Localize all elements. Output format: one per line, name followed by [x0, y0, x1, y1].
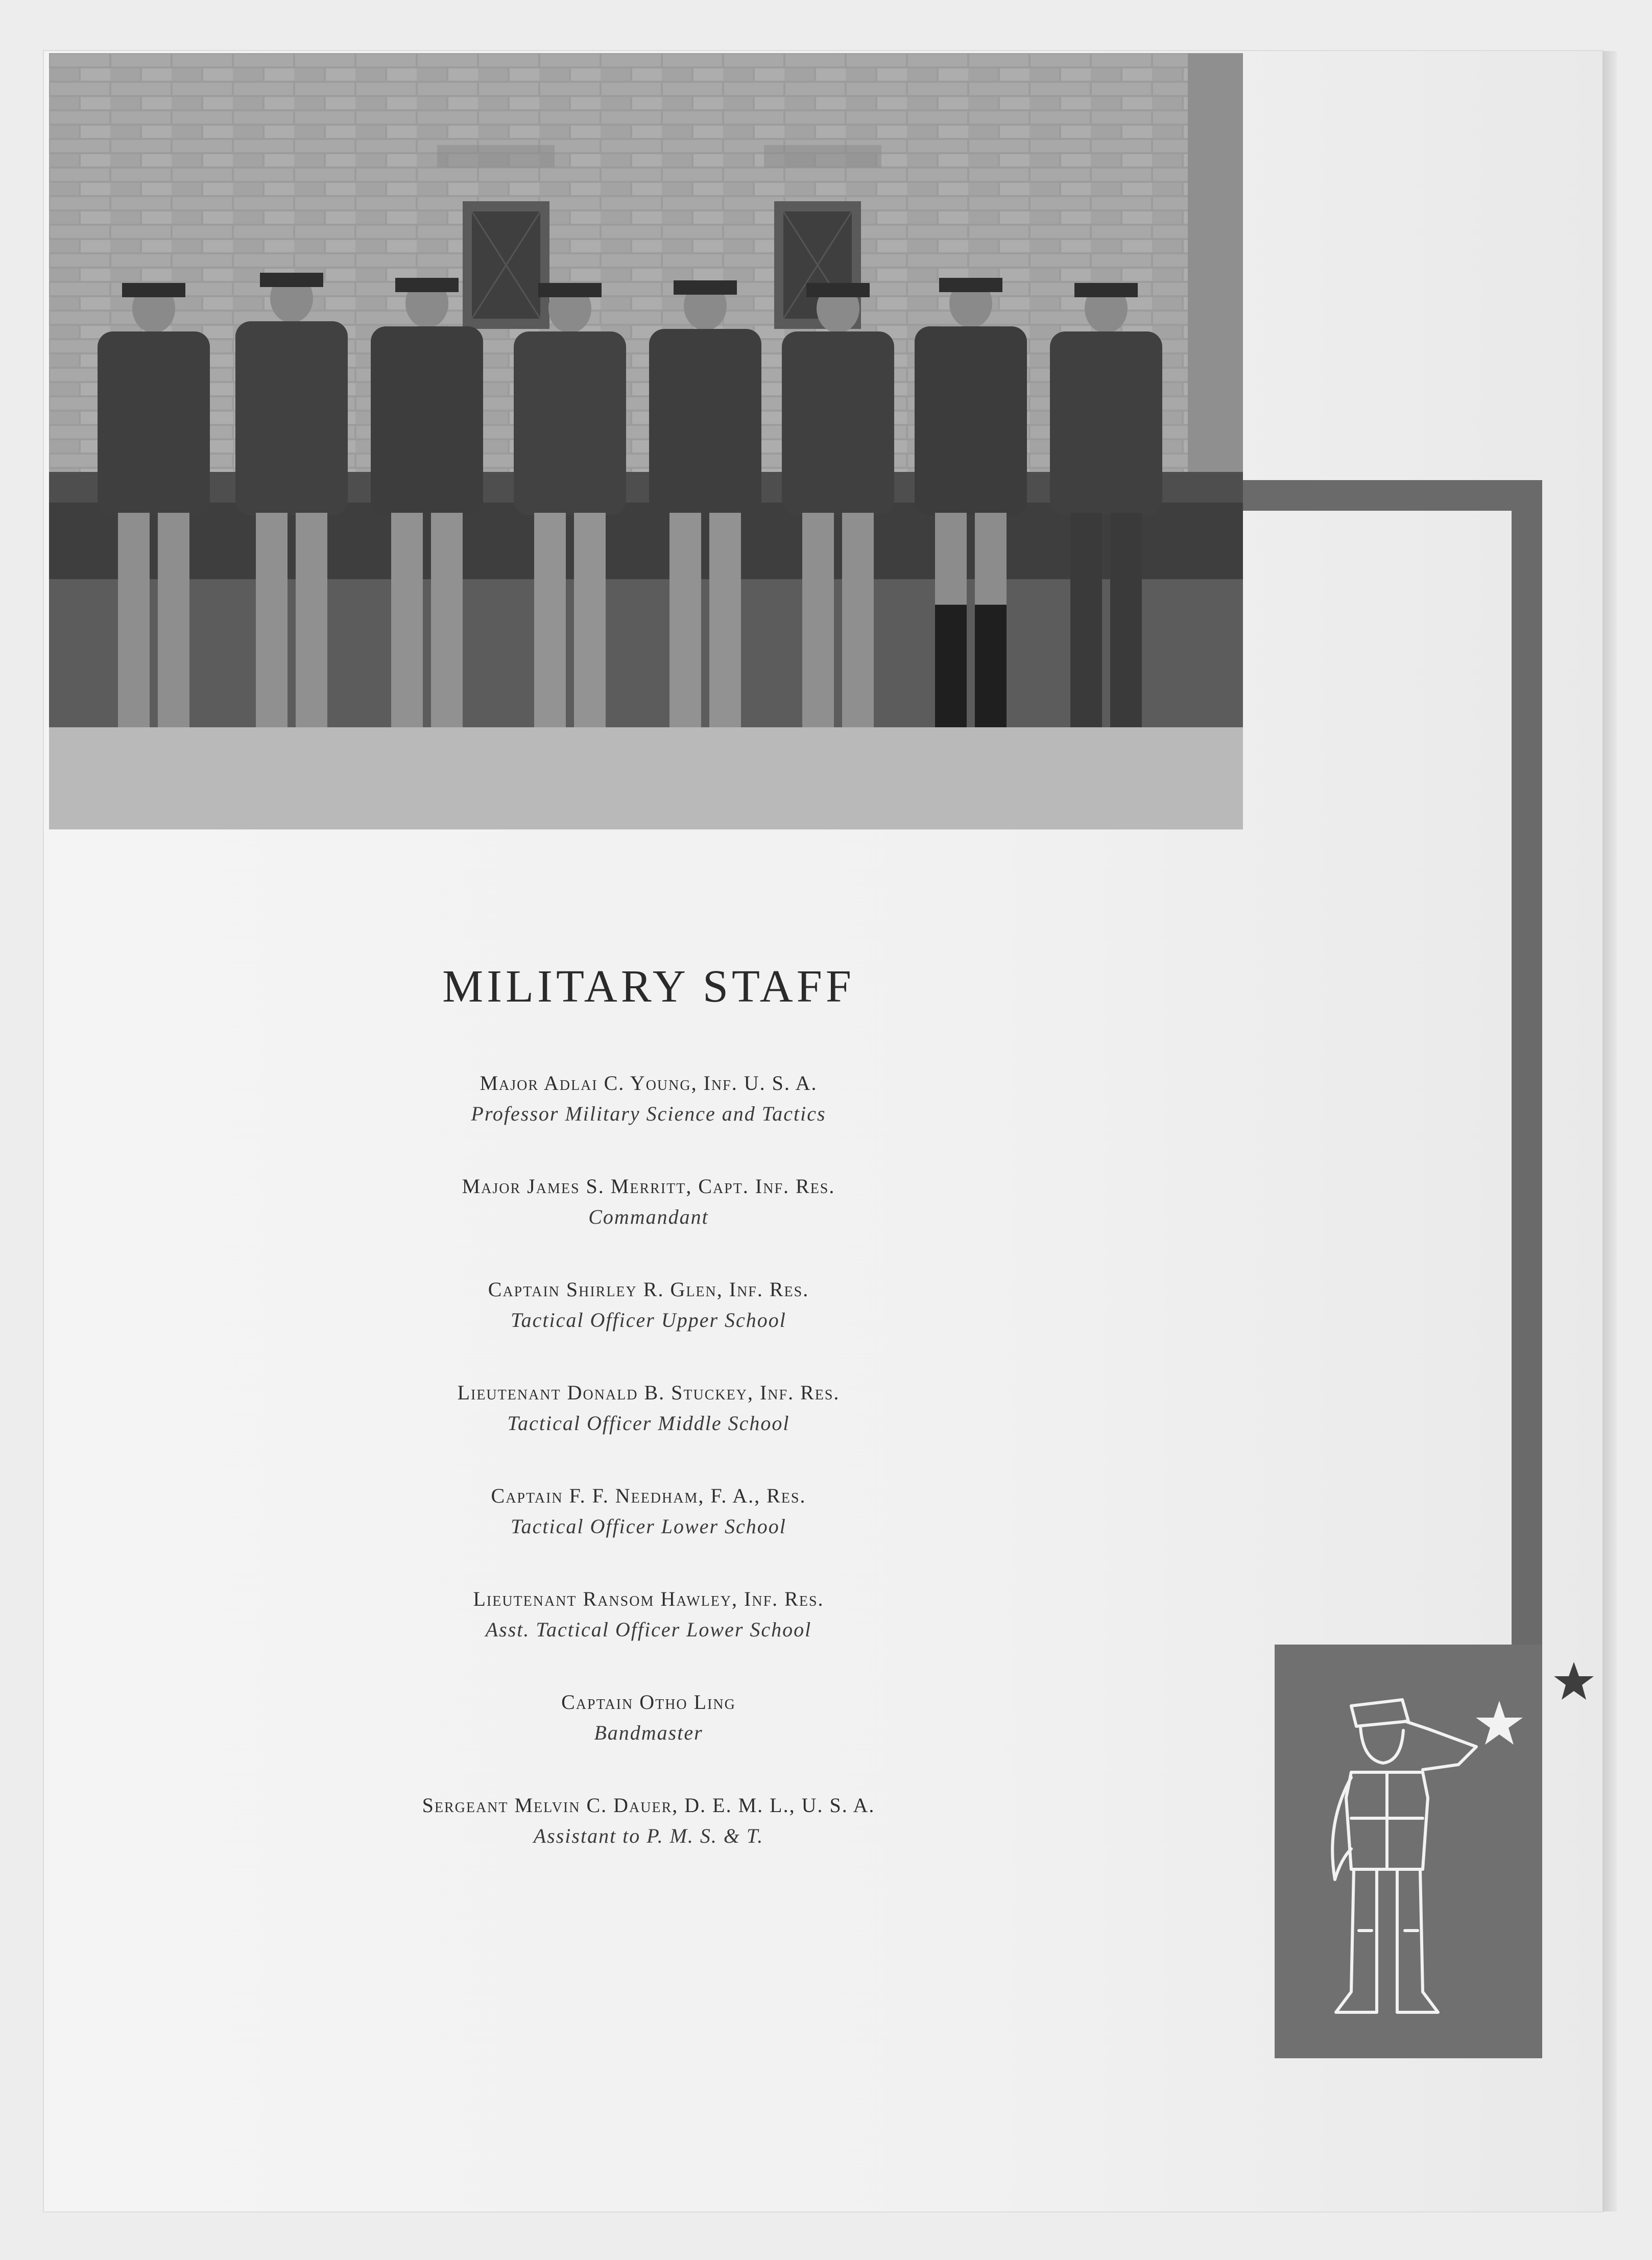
staff-section: [306, 960, 991, 1893]
page-title: MILITARY STAFF: [442, 961, 855, 1012]
star-icon: [1553, 1661, 1594, 1702]
staff-entry: [306, 1584, 991, 1645]
staff-entry: [306, 1171, 991, 1232]
staff-role: Commandant: [588, 1205, 709, 1228]
staff-role: Tactical Officer Upper School: [511, 1309, 786, 1331]
staff-entry: [306, 1481, 991, 1542]
staff-role: Tactical Officer Lower School: [511, 1515, 786, 1538]
staff-list: [306, 1068, 991, 1851]
emblem-panel: [1275, 1645, 1542, 2058]
staff-name: Sergeant Melvin C. Dauer, D. E. M. L., U. S. A.: [422, 1794, 875, 1817]
staff-role: Assistant to P. M. S. & T.: [533, 1824, 764, 1847]
staff-entry: [306, 1377, 991, 1439]
star-icon: [1476, 1701, 1523, 1745]
staff-role: Tactical Officer Middle School: [507, 1412, 790, 1435]
group-photo-illustration: [49, 53, 1243, 829]
saluting-soldier-icon: [1275, 1645, 1542, 2058]
frame-bar-top: [1243, 480, 1542, 511]
page-edge: [1602, 51, 1617, 2211]
staff-name: Lieutenant Ransom Hawley, Inf. Res.: [473, 1587, 824, 1610]
staff-name: Captain Shirley R. Glen, Inf. Res.: [488, 1278, 809, 1301]
staff-entry: [306, 1068, 991, 1129]
staff-name: Lieutenant Donald B. Stuckey, Inf. Res.: [457, 1381, 840, 1404]
staff-entry: [306, 1790, 991, 1851]
staff-role: Asst. Tactical Officer Lower School: [485, 1618, 812, 1641]
frame-bar-right: [1512, 480, 1542, 1645]
staff-group-photo: [49, 53, 1243, 829]
staff-name: Captain F. F. Needham, F. A., Res.: [491, 1484, 806, 1507]
staff-role: Bandmaster: [594, 1721, 703, 1744]
staff-name: Major Adlai C. Young, Inf. U. S. A.: [480, 1072, 818, 1095]
staff-role: Professor Military Science and Tactics: [471, 1102, 826, 1125]
staff-name: Major James S. Merritt, Capt. Inf. Res.: [462, 1175, 835, 1198]
staff-entry: [306, 1687, 991, 1748]
staff-name: Captain Otho Ling: [561, 1691, 736, 1714]
staff-entry: [306, 1274, 991, 1336]
